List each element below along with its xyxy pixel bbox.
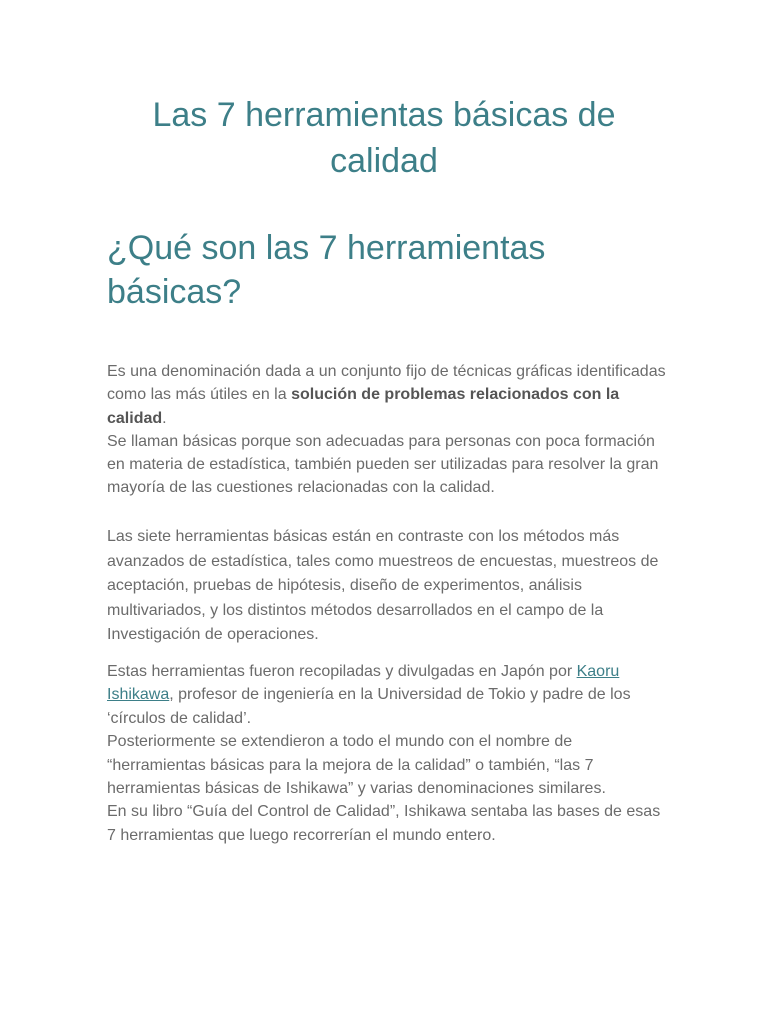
- paragraph-text: .: [162, 409, 167, 427]
- page-title: Las 7 herramientas básicas de calidad: [152, 96, 616, 180]
- bold-phrase: solución de problemas relacionados con la calidad: [107, 386, 620, 427]
- paragraph-text: , profesor de ingeniería en la Universidad de Tokio y padre de los ‘círculos de calidad’.: [107, 686, 631, 727]
- paragraph-history: [107, 660, 667, 847]
- paragraph-definition: [107, 360, 667, 500]
- paragraph-text: Se llaman básicas porque son adecuadas para personas con poca formación en materia de estadística, también pueden ser utilizadas para resolver la gran mayoría de las cuestiones relacionadas con la calidad.: [107, 432, 659, 497]
- kaoru-ishikawa-link[interactable]: Kaoru Ishikawa: [107, 663, 620, 704]
- paragraph-text: Es una denominación dada a un conjunto fijo de técnicas gráficas identificadas como las más útiles en la: [107, 363, 666, 404]
- paragraph-text: En su libro “Guía del Control de Calidad”, Ishikawa sentaba las bases de esas 7 herramientas que luego recorrerían el mundo entero.: [107, 803, 661, 844]
- section-heading: ¿Qué son las 7 herramientas básicas?: [107, 229, 546, 311]
- paragraph-text: Estas herramientas fueron recopiladas y divulgadas en Japón por: [107, 663, 577, 680]
- paragraph-text: Posteriormente se extendieron a todo el mundo con el nombre de “herramientas básicas para la mejora de la calidad” o también, “las 7 herramientas básicas de Ishikawa” y varias denominaciones similares.: [107, 733, 606, 798]
- paragraph-contrast: Las siete herramientas básicas están en contraste con los métodos más avanzados de estadística, tales como muestreos de encuestas, muestreos de aceptación, pruebas de hipótesis, diseño de experimentos, análisis multivariados, y los distintos métodos desarrollados en el campo de la Investigación de operaciones.: [107, 528, 659, 644]
